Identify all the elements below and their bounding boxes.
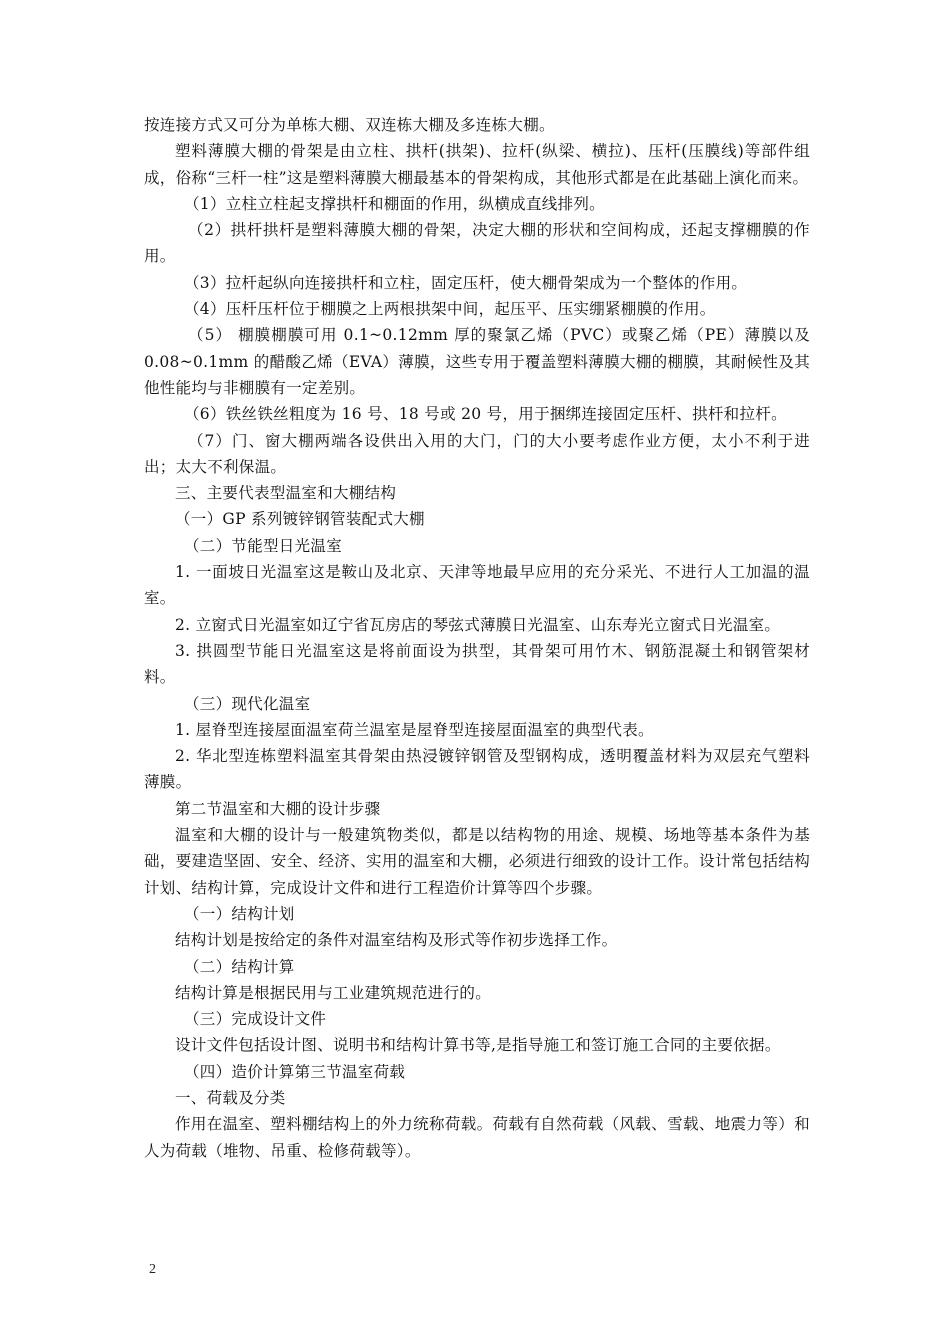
section-heading-representative-structures: 三、主要代表型温室和大棚结构	[175, 484, 397, 503]
body-text	[144, 112, 810, 1164]
paragraph-design-documents: 设计文件包括设计图、说明书和结构计算书等,是指导施工和签订施工合同的主要依据。	[175, 1036, 781, 1055]
paragraph-structure-plan: 结构计划是按给定的条件对温室结构及形式等作初步选择工作。	[175, 931, 618, 950]
subheading-design-documents: （三）完成设计文件	[184, 1010, 327, 1029]
section-heading-design-steps: 第二节温室和大棚的设计步骤	[175, 799, 381, 818]
list-item-arch-bar: （2）拱杆拱杆是塑料薄膜大棚的骨架，决定大棚的形状和空间构成，还起支撑棚膜的作用。	[144, 221, 810, 266]
list-item-column: （1）立柱立柱起支撑拱杆和棚面的作用，纵横成直线排列。	[184, 194, 605, 213]
subheading-cost-and-loads: （四）造价计算第三节温室荷载	[184, 1062, 406, 1081]
paragraph-frame-structure: 塑料薄膜大棚的骨架是由立柱、拱杆(拱架)、拉杆(纵梁、横拉)、压杆(压膜线)等部件组成，俗称“三杆一柱”这是塑料薄膜大棚最基本的骨架构成，其他形式都是在此基础上演化而来。	[144, 142, 810, 187]
subheading-structure-calc: （二）结构计算	[184, 957, 295, 976]
list-item-north-china-type: 2. 华北型连栋塑料温室其骨架由热浸镀锌钢管及型钢构成，透明覆盖材料为双层充气塑料薄膜。	[144, 747, 810, 792]
paragraph-load-definition: 作用在温室、塑料棚结构上的外力统称荷载。荷载有自然荷载（风载、雪载、地震力等）和人为荷载（堆物、吊重、检修荷载等）。	[144, 1115, 810, 1160]
paragraph-design-overview: 温室和大棚的设计与一般建筑物类似，都是以结构物的用途、规模、场地等基本条件为基础，要建造坚固、安全、经济、实用的温室和大棚，必须进行细致的设计工作。设计常包括结构计划、结构计算，完成设计文件和进行工程造价计算等四个步骤。	[144, 826, 810, 897]
list-item-press-bar: （4）压杆压杆位于棚膜之上两根拱架中间，起压平、压实绷紧棚膜的作用。	[184, 300, 716, 319]
list-item-film: （5） 棚膜棚膜可用 0.1~0.12mm 厚的聚氯乙烯（PVC）或聚乙烯（PE）薄膜以及 0.08~0.1mm 的醋酸乙烯（EVA）薄膜，这些专用于覆盖塑料薄膜大棚的棚膜，其耐候性及其他性能均与非棚膜有一定差别。	[144, 326, 810, 397]
list-item-door-window: （7）门、窗大棚两端各设供出入用的大门，门的大小要考虑作业方便，太小不利于进出；太大不利保温。	[144, 431, 810, 476]
paragraph-building-connection: 按连接方式又可分为单栋大棚、双连栋大棚及多连栋大棚。	[144, 116, 555, 134]
list-item-ridge-type: 1. 屋脊型连接屋面温室荷兰温室是屋脊型连接屋面温室的典型代表。	[175, 720, 654, 739]
list-item-vertical-window: 2. 立窗式日光温室如辽宁省瓦房店的琴弦式薄膜日光温室、山东寿光立窗式日光温室。	[175, 615, 781, 634]
list-item-single-slope: 1. 一面坡日光温室这是鞍山及北京、天津等地最早应用的充分采光、不进行人工加温的温室。	[144, 563, 810, 608]
paragraph-structure-calc: 结构计算是根据民用与工业建筑规范进行的。	[175, 983, 492, 1002]
section-heading-load-classification: 一、荷载及分类	[175, 1088, 286, 1107]
page-number: 2	[149, 1262, 156, 1277]
list-item-arched: 3. 拱圆型节能日光温室这是将前面设为拱型，其骨架可用竹木、钢筋混凝土和钢管架材料。	[144, 641, 810, 687]
subheading-solar-greenhouse: （二）节能型日光温室	[184, 536, 343, 555]
subheading-modern-greenhouse: （三）现代化温室	[184, 694, 311, 713]
list-item-wire: （6）铁丝铁丝粗度为 16 号、18 号或 20 号，用于捆绑连接固定压杆、拱杆和拉杆。	[184, 405, 787, 424]
subheading-gp-series: （一）GP 系列镀锌钢管装配式大棚	[175, 510, 425, 529]
list-item-tie-bar: （3）拉杆起纵向连接拱杆和立柱，固定压杆，使大棚骨架成为一个整体的作用。	[184, 273, 748, 292]
subheading-structure-plan: （一）结构计划	[184, 904, 295, 923]
